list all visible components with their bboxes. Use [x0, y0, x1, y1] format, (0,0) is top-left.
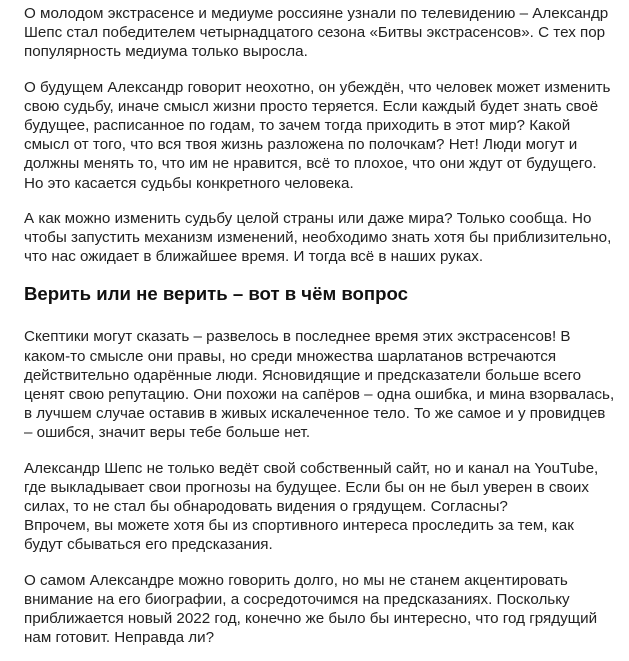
- predictions-paragraph: Впрочем, вы можете хотя бы из спортивного интереса проследить за тем, как будут сбываться его предсказания.: [24, 517, 574, 554]
- change-fate-paragraph: А как можно изменить судьбу целой страны или даже мира? Только сообща. Но чтобы запустить механизм изменений, необходимо знать хотя бы приблизительно, что нас ожидает в ближайшее время. И тогда всё в наших руках.: [24, 209, 612, 266]
- future-paragraph: О будущем Александр говорит неохотно, он убеждён, что человек может изменить свою судьбу, иначе смысл жизни просто теряется. Если каждый будет знать своё будущее, расписанное по годам, то зачем тогда приходить в этот мир? Какой смысл от того, что вся твоя жизнь разложена по полочкам? Нет! Люди могут и должны менять то, что им не нравится, всё то плохое, что они ждут от будущего. Но это касается судьбы конкретного человека.: [24, 78, 611, 192]
- section-heading: Верить или не верить – вот в чём вопрос: [24, 283, 408, 305]
- youtube-paragraph: Александр Шепс не только ведёт свой собственный сайт, но и канал на YouTube, где выкладывает свои прогнозы на будущее. Если бы он не был уверен в своих силах, то не стал бы обнародовать видения о грядущем. Согласны?: [24, 459, 599, 516]
- biography-paragraph: О самом Александре можно говорить долго, но мы не станем акцентировать внимание на его биографии, а сосредоточимся на предсказаниях. Поскольку приближается новый 2022 год, конечно же было бы интересно, что год грядущий нам готовит. Неправда ли?: [24, 571, 598, 647]
- skeptics-paragraph: Скептики могут сказать – развелось в последнее время этих экстрасенсов! В каком-то смысле они правы, но среди множества шарлатанов встречаются действительно одарённые люди. Ясновидящие и предсказатели больше всего ценят свою репутацию. Они похожи на сапёров – одна ошибка, и мина взорвалась, в лучшем случае оставив в живых искалеченное тело. То же самое и у провидцев – ошибся, значит веры тебе больше нет.: [24, 328, 615, 442]
- intro-paragraph: О молодом экстрасенсе и медиуме россияне узнали по телевидению – Александр Шепс стал победителем четырнадцатого сезона «Битвы экстрасенсов». С тех пор популярность медиума только выросла.: [24, 5, 609, 61]
